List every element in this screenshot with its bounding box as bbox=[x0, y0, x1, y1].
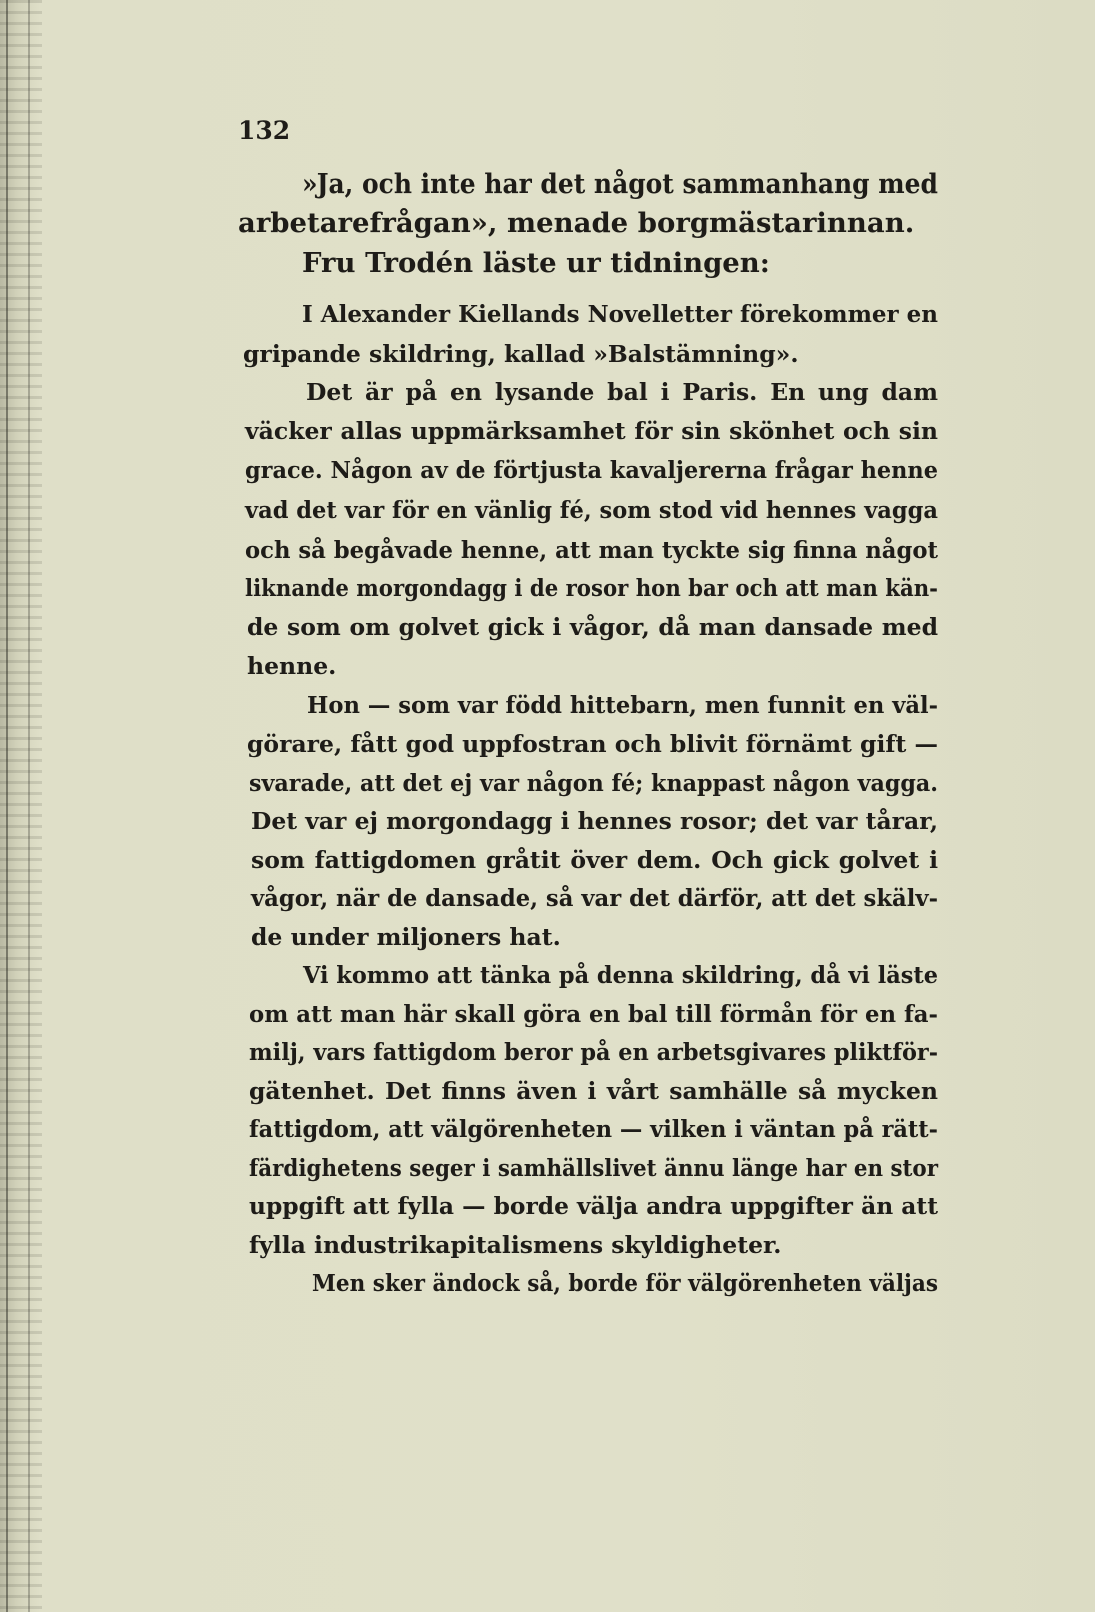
text-line: grace. Någon av de förtjusta kavaljererna frågar henne bbox=[245, 456, 938, 484]
text-line: görare, fått god uppfostran och blivit förnämt gift — bbox=[247, 730, 938, 758]
text-line: som fattigdomen gråtit över dem. Och gick golvet i bbox=[251, 846, 938, 874]
text-line: gripande skildring, kallad »Balstämning». bbox=[243, 340, 799, 368]
text-line: väcker allas uppmärksamhet för sin skönhet och sin bbox=[245, 417, 938, 445]
text-line: Fru Trodén läste ur tidningen: bbox=[302, 247, 770, 279]
text-line: de som om golvet gick i vågor, då man dansade med bbox=[247, 613, 938, 641]
gutter-edge-line bbox=[28, 0, 30, 1612]
text-line: vågor, när de dansade, så var det därför, att det skälv- bbox=[251, 884, 938, 912]
text-line: om att man här skall göra en bal till förmån för en fa- bbox=[249, 1000, 938, 1028]
text-line: »Ja, och inte har det något sammanhang med bbox=[302, 168, 938, 200]
text-line: uppgift att fylla — borde välja andra uppgifter än att bbox=[249, 1192, 938, 1220]
gutter-edge-line bbox=[6, 0, 8, 1612]
text-line: svarade, att det ej var någon fé; knappast någon vagga. bbox=[249, 769, 938, 797]
text-line: vad det var för en vänlig fé, som stod vid hennes vagga bbox=[245, 496, 938, 524]
text-line: henne. bbox=[247, 652, 337, 680]
text-line: och så begåvade henne, att man tyckte sig finna något bbox=[245, 536, 938, 564]
text-line: de under miljoners hat. bbox=[251, 923, 561, 951]
text-line: Men sker ändock så, borde för välgörenheten väljas bbox=[312, 1269, 938, 1297]
text-line: Hon — som var född hittebarn, men funnit en väl- bbox=[307, 691, 938, 719]
text-line: gätenhet. Det finns även i vårt samhälle så mycken bbox=[249, 1077, 938, 1105]
text-line: fattigdom, att välgörenheten — vilken i väntan på rätt- bbox=[249, 1115, 938, 1143]
text-line: fylla industrikapitalismens skyldigheter. bbox=[249, 1231, 782, 1259]
text-line: arbetarefrågan», menade borgmästarinnan. bbox=[238, 207, 915, 239]
page-number: 132 bbox=[238, 116, 291, 145]
text-line: milj, vars fattigdom beror på en arbetsgivares pliktför- bbox=[249, 1038, 938, 1066]
text-line: färdighetens seger i samhällslivet ännu länge har en stor bbox=[249, 1154, 938, 1182]
text-line: liknande morgondagg i de rosor hon bar och att man kän- bbox=[245, 574, 938, 602]
text-line: Det var ej morgondagg i hennes rosor; det var tårar, bbox=[251, 807, 938, 835]
text-line: Vi kommo att tänka på denna skildring, då vi läste bbox=[303, 961, 938, 989]
text-line: Det är på en lysande bal i Paris. En ung dam bbox=[306, 378, 938, 406]
text-line: I Alexander Kiellands Novelletter förekommer en bbox=[302, 300, 938, 328]
